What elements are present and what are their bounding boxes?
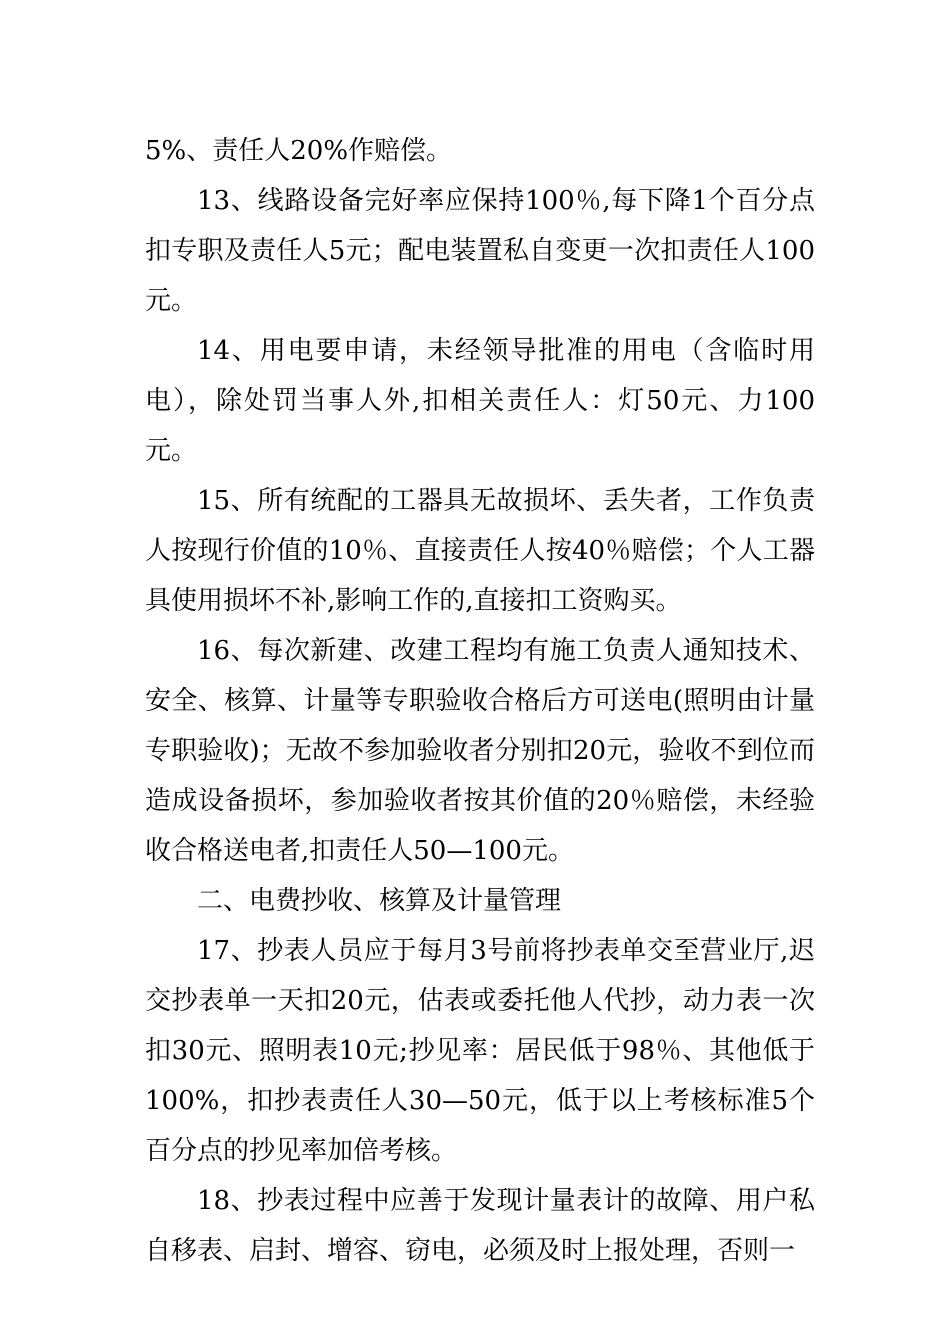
paragraph-item-16: 16、每次新建、改建工程均有施工负责人通知技术、安全、核算、计量等专职验收合格后方可送电(照明由计量专职验收)；无故不参加验收者分别扣20元，验收不到位而造成设备损坏，参加验收者按其价值的20％赔偿，未经验收合格送电者,扣责任人50—100元。	[145, 636, 815, 866]
paragraph-item-14: 14、用电要申请，未经领导批准的用电（含临时用电），除处罚当事人外,扣相关责任人：灯50元、力100元。	[145, 336, 815, 466]
paragraph-item-18: 18、抄表过程中应善于发现计量表计的故障、用户私自移表、启封、增容、窃电，必须及时上报处理，否则一	[145, 1186, 815, 1266]
document-body	[145, 126, 815, 1276]
section-heading: 二、电费抄收、核算及计量管理	[197, 886, 562, 916]
paragraph-item-13: 13、线路设备完好率应保持100％,每下降1个百分点扣专职及责任人5元；配电装置私自变更一次扣责任人100元。	[145, 186, 815, 316]
paragraph-item-17: 17、抄表人员应于每月3号前将抄表单交至营业厅,迟交抄表单一天扣20元，估表或委托他人代抄，动力表一次扣30元、照明表10元;抄见率：居民低于98％、其他低于100%，扣抄表责任人30—50元，低于以上考核标准5个百分点的抄见率加倍考核。	[145, 936, 815, 1166]
paragraph-item-15: 15、所有统配的工器具无故损坏、丢失者，工作负责人按现行价值的10％、直接责任人按40％赔偿；个人工器具使用损坏不补,影响工作的,直接扣工资购买。	[145, 486, 815, 616]
paragraph-continuation: 5%、责任人20%作赔偿。	[145, 136, 453, 166]
